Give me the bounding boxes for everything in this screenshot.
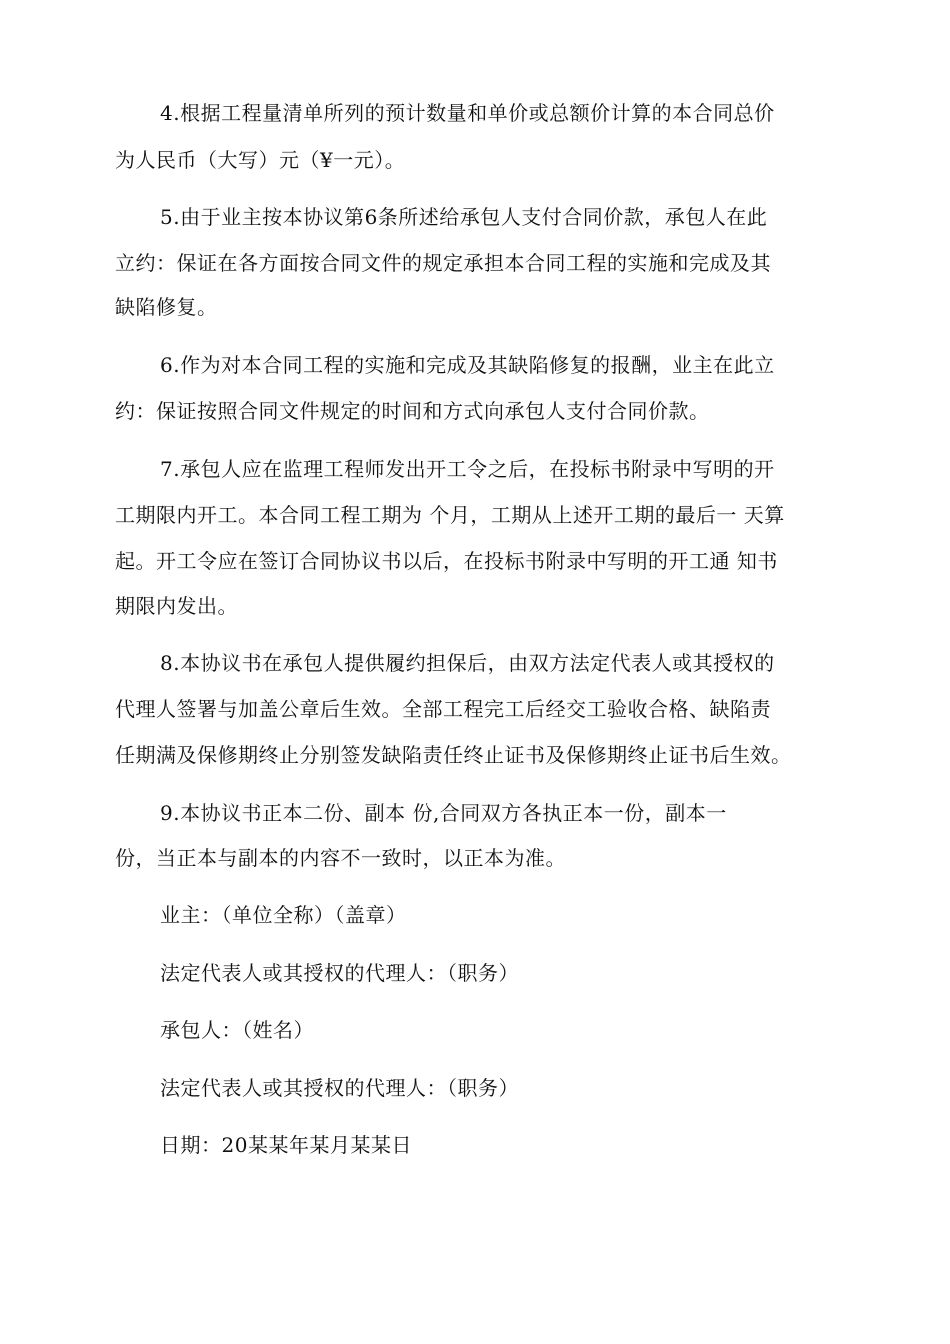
contractor-representative-line: 法定代表人或其授权的代理人：（职务） bbox=[160, 1076, 519, 1100]
clause-7-line-4: 期限内发出。 bbox=[115, 594, 238, 618]
owner-signature-line: 业主：（单位全称）（盖章） bbox=[160, 903, 407, 927]
date-line: 日期：20某某年某月某某日 bbox=[160, 1133, 412, 1157]
clause-8-line-3: 任期满及保修期终止分别签发缺陷责任终止证书及保修期终止证书后生效。 bbox=[115, 743, 792, 767]
clause-5-line-3: 缺陷修复。 bbox=[115, 295, 218, 319]
clause-9-line-1: 9.本协议书正本二份、副本 份,合同双方各执正本一份，副本一 bbox=[160, 801, 727, 825]
owner-representative-line: 法定代表人或其授权的代理人：（职务） bbox=[160, 961, 519, 985]
clause-5-line-2: 立约：保证在各方面按合同文件的规定承担本合同工程的实施和完成及其 bbox=[115, 251, 771, 275]
clause-7-line-2: 工期限内开工。本合同工程工期为 个月，工期从上述开工期的最后一 天算 bbox=[115, 503, 785, 527]
clause-7-line-1: 7.承包人应在监理工程师发出开工令之后，在投标书附录中写明的开 bbox=[160, 457, 775, 481]
clause-9-line-2: 份，当正本与副本的内容不一致时，以正本为准。 bbox=[115, 846, 566, 870]
clause-6-line-1: 6.作为对本合同工程的实施和完成及其缺陷修复的报酬，业主在此立 bbox=[160, 353, 775, 377]
clause-4-line-2: 为人民币（大写）元（¥一元）。 bbox=[115, 148, 406, 172]
contractor-line: 承包人：（姓名） bbox=[160, 1018, 314, 1042]
clause-4-line-1: 4.根据工程量清单所列的预计数量和单价或总额价计算的本合同总价 bbox=[160, 101, 775, 125]
clause-7-line-3: 起。开工令应在签订合同协议书以后，在投标书附录中写明的开工通 知书 bbox=[115, 549, 778, 573]
clause-5-line-1: 5.由于业主按本协议第6条所述给承包人支付合同价款，承包人在此 bbox=[160, 205, 768, 229]
clause-6-line-2: 约：保证按照合同文件规定的时间和方式向承包人支付合同价款。 bbox=[115, 399, 710, 423]
clause-8-line-1: 8.本协议书在承包人提供履约担保后，由双方法定代表人或其授权的 bbox=[160, 651, 775, 675]
clause-8-line-2: 代理人签署与加盖公章后生效。全部工程完工后经交工验收合格、缺陷责 bbox=[115, 697, 771, 721]
